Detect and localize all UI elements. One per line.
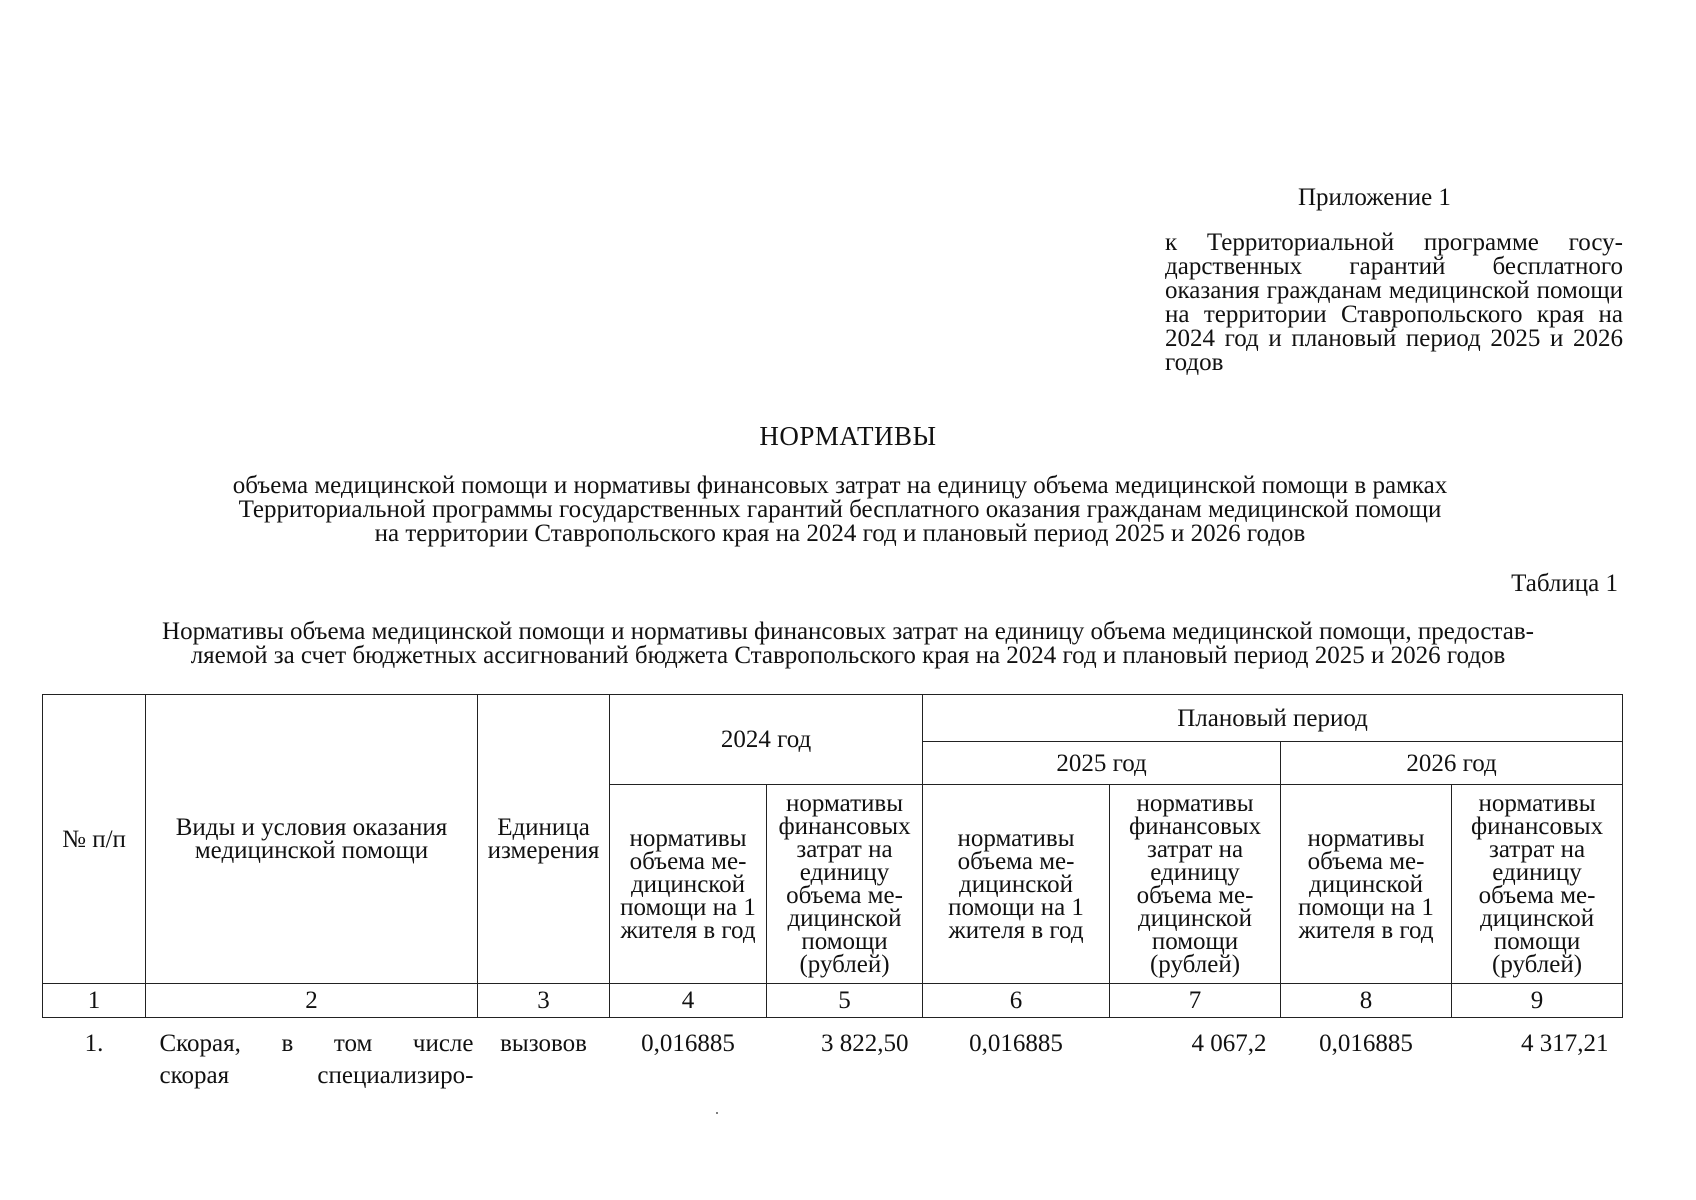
header-year-2024: 2024 год [610,695,923,785]
appendix-text: к Территориальной программе государственных гарантий бесплатного оказания гражданам медицинской помощи на территории Ставропольского края на 2024 год и плановый период 2025 и 2026 годов [1165,229,1623,376]
row-number: 1. [84,1030,104,1057]
column-number: 2 [146,984,478,1018]
header-planned-period: Плановый период [923,695,1623,742]
row-cost-2026: 4 317,21 [1521,1030,1609,1057]
header-year-2025: 2025 год [923,742,1281,785]
appendix-label: Приложение 1 [1298,184,1451,211]
table-label: Таблица 1 [1511,570,1618,597]
row-unit: вызовов [500,1030,587,1057]
row-volume-2026: 0,016885 [1319,1030,1413,1057]
header-cost-norm-2024: нормативы финансовых затрат на единицу объема медицинской помощи (рублей) [767,785,923,984]
subtitle-line-3: на территории Ставропольского края на 2024 год и плановый период 2025 и 2026 годов [374,520,1306,547]
column-number: 4 [610,984,767,1018]
column-number-row [43,984,1623,1018]
table-row [43,1018,1623,1093]
header-year-2026: 2026 год [1281,742,1623,785]
header-volume-norm-2024: нормативы объема медицинской помощи на 1 жителя в год [610,785,767,984]
header-cost-norm-2026: нормативы финансовых затрат на единицу объема медицинской помощи (рублей) [1452,785,1623,984]
table-caption-line-1: Нормативы объема медицинской помощи и нормативы финансовых затрат на единицу объема медицинской помощи, предостав- [162,618,1534,645]
column-number: 9 [1452,984,1623,1018]
column-number: 7 [1110,984,1281,1018]
row-cost-2025: 4 067,2 [1191,1030,1267,1057]
row-volume-2025: 0,016885 [969,1030,1063,1057]
header-unit: Единица измерения [478,695,610,984]
row-volume-2024: 0,016885 [641,1030,735,1057]
subtitle-line-2: Территориальной программы государственных гарантий бесплатного оказания гражданам медицинской помощи [238,496,1442,523]
table-caption [40,620,1656,668]
header-cost-norm-2025: нормативы финансовых затрат на единицу объема медицинской помощи (рублей) [1110,785,1281,984]
header-volume-norm-2026: нормативы объема медицинской помощи на 1 жителя в год [1281,785,1452,984]
row-cost-2024: 3 822,50 [821,1030,909,1057]
scan-speck [716,1112,718,1114]
header-volume-norm-2025: нормативы объема медицинской помощи на 1 жителя в год [923,785,1110,984]
document-subtitle [100,474,1580,546]
row-kind-line-1: Скорая, в том числе [159,1030,474,1057]
header-number: № п/п [43,695,146,984]
column-number: 6 [923,984,1110,1018]
norms-table [42,694,1623,1092]
row-kind [146,1018,478,1093]
document-title: НОРМАТИВЫ [759,421,937,451]
column-number: 5 [767,984,923,1018]
column-number: 1 [43,984,146,1018]
column-number: 8 [1281,984,1452,1018]
column-number: 3 [478,984,610,1018]
header-kind: Виды и условия оказания медицинской помощи [146,695,478,984]
row-kind-line-2: скорая специализиро- [159,1062,474,1089]
subtitle-line-1: объема медицинской помощи и нормативы финансовых затрат на единицу объема медицинской помощи в рамках [232,472,1448,499]
table-caption-line-2: ляемой за счет бюджетных ассигнований бюджета Ставропольского края на 2024 год и плановый период 2025 и 2026 годов [190,642,1506,669]
